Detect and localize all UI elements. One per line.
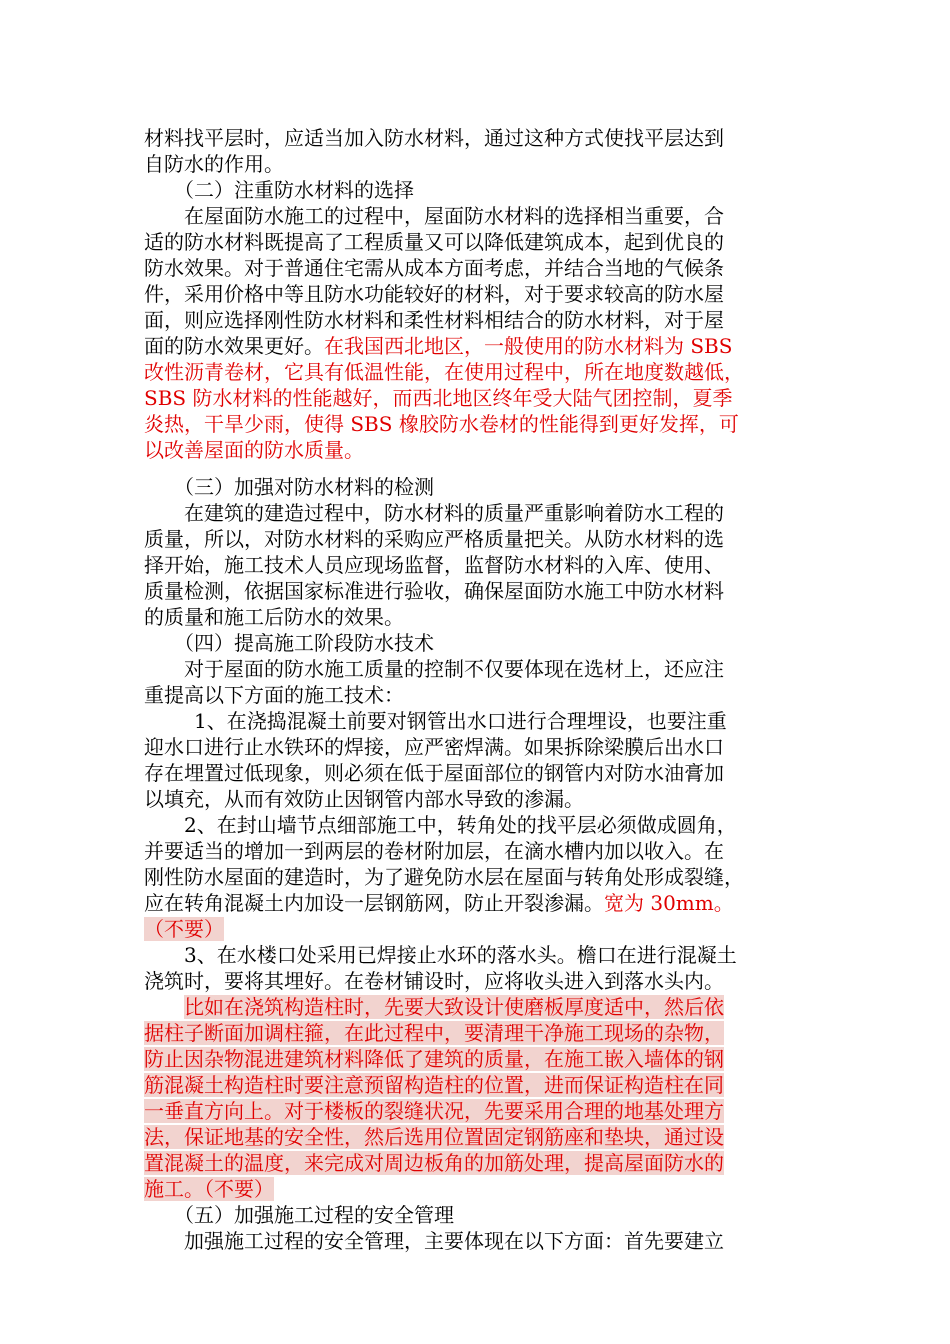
text-line: 在屋面防水施工的过程中，屋面防水材料的选择相当重要，合: [184, 204, 724, 228]
red-text-line: 改性沥青卷材，它具有低温性能，在使用过程中，所在地度数越低，: [144, 360, 744, 384]
text-line: 以填充，从而有效防止因钢管内部水导致的渗漏。: [144, 787, 584, 811]
highlighted-line: 比如在浇筑构造柱时，先要大致设计使磨板厚度适中，然后依: [184, 995, 724, 1019]
red-text: 在我国西北地区，一般使用的防水材料为 SBS: [324, 334, 733, 358]
text-line: 质量，所以，对防水材料的采购应严格质量把关。从防水材料的选: [144, 527, 724, 551]
highlighted-line: 置混凝土的温度，来完成对周边板角的加筋处理，提高屋面防水的: [144, 1151, 724, 1175]
text-line: 存在埋置过低现象，则必须在低于屋面部位的钢管内对防水油膏加: [144, 761, 724, 785]
text-line: 对于屋面的防水施工质量的控制不仅要体现在选材上，还应注: [184, 657, 724, 681]
text-line: 面的防水效果更好。在我国西北地区，一般使用的防水材料为 SBS: [144, 334, 733, 358]
text-line: 加强施工过程的安全管理，主要体现在以下方面：首先要建立: [184, 1229, 724, 1253]
text-line: 重提高以下方面的施工技术：: [144, 683, 404, 707]
text-line: 刚性防水屋面的建造时，为了避免防水层在屋面与转角处形成裂缝，: [144, 865, 744, 889]
red-text-line: SBS 防水材料的性能越好，而西北地区终年受大陆气团控制，夏季: [144, 386, 733, 410]
red-text: 宽为 30mm。: [604, 891, 734, 915]
text-line: 3、在水楼口处采用已焊接止水环的落水头。檐口在进行混凝土: [184, 943, 737, 967]
section-heading: （四）提高施工阶段防水技术: [174, 631, 434, 655]
text-line: 的质量和施工后防水的效果。: [144, 605, 404, 629]
text-line: 材料找平层时，应适当加入防水材料，通过这种方式使找平层达到: [144, 126, 724, 150]
text-line: 质量检测，依据国家标准进行验收，确保屋面防水施工中防水材料: [144, 579, 724, 603]
text-line: 迎水口进行止水铁环的焊接，应严密焊满。如果拆除梁膜后出水口: [144, 735, 724, 759]
highlighted-note: （不要）: [144, 917, 224, 941]
red-text-line: 炎热，干旱少雨，使得 SBS 橡胶防水卷材的性能得到更好发挥，可: [144, 412, 739, 436]
section-heading: （二）注重防水材料的选择: [174, 178, 414, 202]
text-line: 应在转角混凝土内加设一层钢筋网，防止开裂渗漏。宽为 30mm。: [144, 891, 734, 915]
highlighted-line: 筋混凝土构造柱时要注意预留构造柱的位置，进而保证构造柱在同: [144, 1073, 724, 1097]
text-line: 面，则应选择刚性防水材料和柔性材料相结合的防水材料，对于屋: [144, 308, 724, 332]
text-line: 并要适当的增加一到两层的卷材附加层，在滴水槽内加以收入。在: [144, 839, 724, 863]
text-line: 2、在封山墙节点细部施工中，转角处的找平层必须做成圆角，: [184, 813, 737, 837]
section-heading: （三）加强对防水材料的检测: [174, 475, 434, 499]
section-heading: （五）加强施工过程的安全管理: [174, 1203, 454, 1227]
highlighted-line: 防止因杂物混进建筑材料降低了建筑的质量，在施工嵌入墙体的钢: [144, 1047, 724, 1071]
text-line: 1、在浇捣混凝土前要对钢管出水口进行合理埋设，也要注重: [194, 709, 727, 733]
text-line: 件，采用价格中等且防水功能较好的材料，对于要求较高的防水屋: [144, 282, 724, 306]
text-line: 在建筑的建造过程中，防水材料的质量严重影响着防水工程的: [184, 501, 724, 525]
text-line: 自防水的作用。: [144, 152, 284, 176]
text-line: 防水效果。对于普通住宅需从成本方面考虑，并结合当地的气候条: [144, 256, 724, 280]
highlighted-line: 据柱子断面加调柱箍，在此过程中，要清理干净施工现场的杂物，: [144, 1021, 724, 1045]
text-line: 适的防水材料既提高了工程质量又可以降低建筑成本，起到优良的: [144, 230, 724, 254]
highlighted-line: 施工。（不要）: [144, 1177, 274, 1201]
text-line: 择开始，施工技术人员应现场监督，监督防水材料的入库、使用、: [144, 553, 724, 577]
red-text-line: 以改善屋面的防水质量。: [144, 438, 364, 462]
text-line: 浇筑时，要将其埋好。在卷材铺设时，应将收头进入到落水头内。: [144, 969, 724, 993]
highlighted-line: 法，保证地基的安全性，然后选用位置固定钢筋座和垫块，通过设: [144, 1125, 724, 1149]
highlighted-line: 一垂直方向上。对于楼板的裂缝状况，先要采用合理的地基处理方: [144, 1099, 724, 1123]
